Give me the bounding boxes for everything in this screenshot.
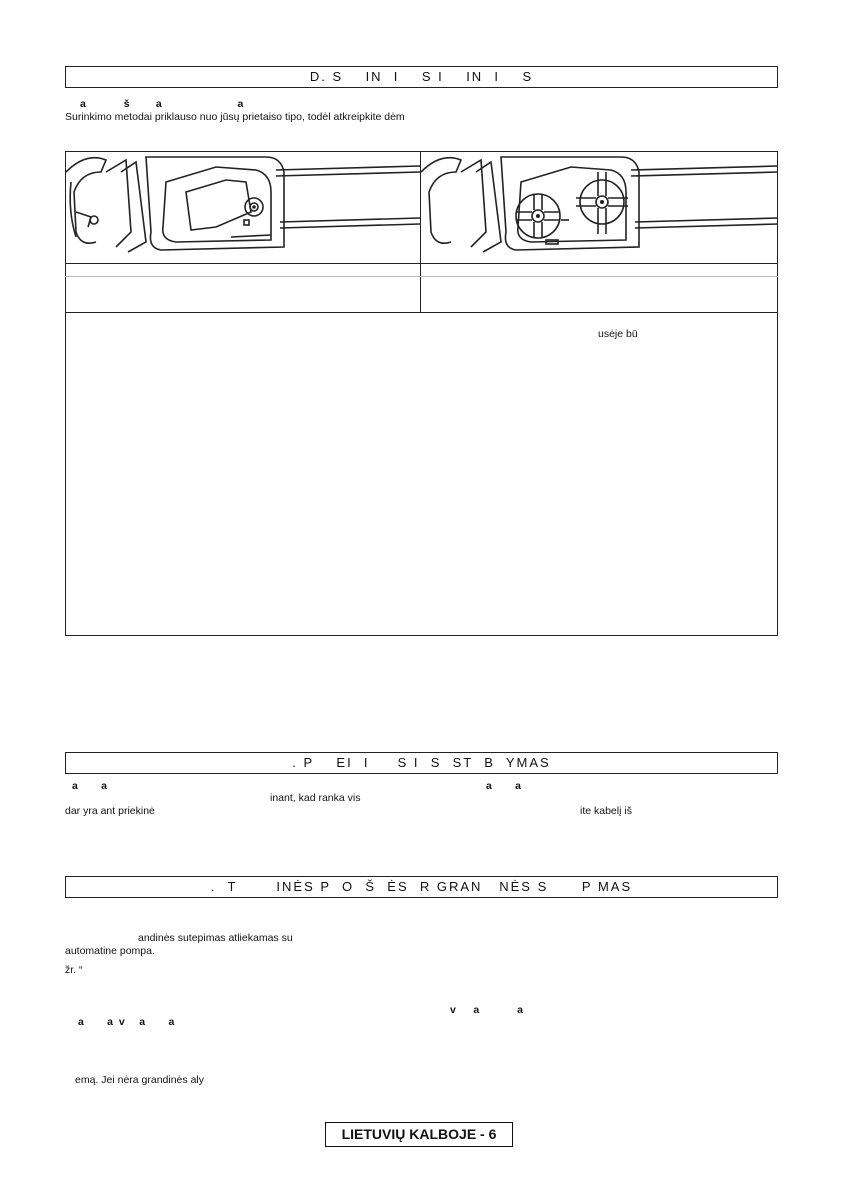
chainsaw-side-cover-image-left: [66, 152, 420, 263]
section-f-bold-right: v a a: [450, 1004, 523, 1016]
chainsaw-knob-cover-image-right: [421, 152, 778, 263]
section-e-line2: inant, kad ranka vis: [270, 792, 361, 804]
section-f-bold-left: a a v a a: [78, 1016, 175, 1028]
section-d-title: D. S IN I S I IN I S: [309, 69, 534, 84]
section-d-bold-line: a š a a: [80, 98, 244, 110]
section-d-header: [65, 66, 778, 88]
section-f-line3: žr. “: [65, 964, 83, 976]
table-divider-h2: [65, 312, 778, 313]
section-f-line4: emą. Jei nėra grandinės aly: [75, 1074, 204, 1086]
section-f-line2: automatine pompa.: [65, 945, 155, 957]
section-f-line1: andinės sutepimas atliekamas su: [138, 932, 293, 944]
section-e-bold-right: a a: [486, 780, 522, 792]
section-e-line3-left: dar yra ant priekinė: [65, 805, 155, 817]
table-divider-h1: [65, 263, 778, 264]
section-e-header: [65, 752, 778, 774]
section-e-line3-right: ite kabelį iš: [580, 805, 632, 817]
section-e-title: . P EI I S I S ST B YMAS: [292, 755, 551, 770]
table-divider-h1b: [65, 276, 778, 277]
table-note: usėje bū: [598, 328, 638, 340]
section-f-title: . T INĖS P O Š ĖS R GRAN NĖS S P MAS: [210, 879, 633, 894]
section-e-bold-left: a a: [72, 780, 108, 792]
page-footer-label: LIETUVIŲ KALBOJE - 6: [325, 1122, 513, 1147]
section-d-intro: Surinkimo metodai priklauso nuo jūsų prietaiso tipo, todėl atkreipkite dėm: [65, 111, 405, 123]
section-f-header: [65, 876, 778, 898]
